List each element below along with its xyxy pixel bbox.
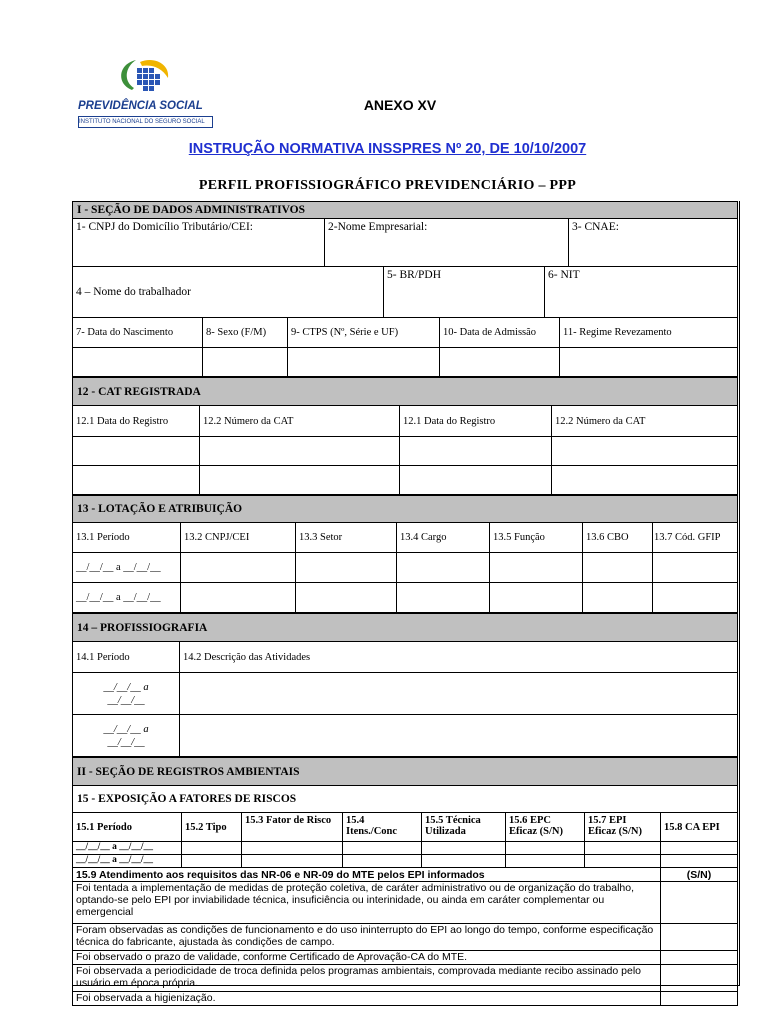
label-cat-numero-1: 12.2 Número da CAT [199, 406, 399, 437]
input-15-epi-1[interactable] [584, 842, 660, 855]
input-sn-5[interactable] [660, 992, 738, 1006]
period-end: __/__/__ [107, 737, 145, 748]
input-14-periodo-2[interactable] [72, 715, 179, 757]
label-13-periodo: 13.1 Período [72, 523, 180, 553]
input-data-admissao[interactable] [439, 348, 559, 377]
input-14-descricao-1[interactable] [179, 673, 738, 715]
label-13-funcao: 13.5 Função [489, 523, 582, 553]
section-admin-header: I - SEÇÃO DE DADOS ADMINISTRATIVOS [72, 201, 738, 219]
label-14-periodo: 14.1 Período [72, 642, 179, 673]
requirement-item-3: Foi observado o prazo de validade, conforme Certificado de Aprovação-CA do MTE. [72, 951, 660, 965]
label-cat-data-1: 12.1 Data do Registro [72, 406, 199, 437]
requirement-item-5: Foi observada a higienização. [72, 992, 660, 1006]
field-cnae[interactable]: 3- CNAE: [568, 219, 738, 267]
input-cat-data-2b[interactable] [399, 466, 551, 495]
input-13-funcao-2[interactable] [489, 583, 582, 613]
label-15-itens-conc: 15.4 Itens./Conc [342, 813, 421, 842]
input-15-epi-2[interactable] [584, 855, 660, 868]
anexo-title: ANEXO XV [363, 97, 437, 113]
period-start: __/__/__ a [103, 724, 149, 735]
logo-subtitle: INSTITUTO NACIONAL DO SEGURO SOCIAL [78, 116, 213, 128]
label-ctps: 9- CTPS (Nº, Série e UF) [287, 318, 439, 348]
label-cat-numero-2: 12.2 Número da CAT [551, 406, 738, 437]
input-cat-data-1b[interactable] [72, 466, 199, 495]
input-cat-data-2a[interactable] [399, 437, 551, 466]
requirement-item-1: Foi tentada a implementação de medidas de proteção coletiva, de caráter administrativo ou de organização do trabalho, optando-se pelo EPI por inviabilidade técnica, insuficiência ou interinidade, ou ainda em caráter complementar ou emergencial [72, 882, 660, 924]
label-13-gfip: 13.7 Cód. GFIP [652, 523, 738, 553]
label-data-admissao: 10- Data de Admissão [439, 318, 559, 348]
label-13-cnpj: 13.2 CNPJ/CEI [180, 523, 295, 553]
input-data-nascimento[interactable] [72, 348, 202, 377]
field-br-pdh[interactable]: 5- BR/PDH [383, 267, 544, 318]
input-cat-data-1a[interactable] [72, 437, 199, 466]
input-cat-numero-1b[interactable] [199, 466, 399, 495]
section-cat-header: 12 - CAT REGISTRADA [72, 377, 738, 406]
input-13-funcao-1[interactable] [489, 553, 582, 583]
input-13-gfip-1[interactable] [652, 553, 738, 583]
input-14-descricao-2[interactable] [179, 715, 738, 757]
label-15-9-title: 15.9 Atendimento aos requisitos das NR-06 e NR-09 do MTE pelos EPI informados [72, 868, 660, 882]
input-sn-3[interactable] [660, 951, 738, 965]
input-15-epc-1[interactable] [505, 842, 584, 855]
input-13-setor-1[interactable] [295, 553, 396, 583]
field-cnpj[interactable]: 1- CNPJ do Domicílio Tributário/CEI: [72, 219, 324, 267]
label-13-cbo: 13.6 CBO [582, 523, 652, 553]
section-ambientais-header: II - SEÇÃO DE REGISTROS AMBIENTAIS [72, 757, 738, 786]
input-15-itens-2[interactable] [342, 855, 421, 868]
input-cat-numero-1a[interactable] [199, 437, 399, 466]
section-profissiografia-header: 14 – PROFISSIOGRAFIA [72, 613, 738, 642]
input-regime-revezamento[interactable] [559, 348, 738, 377]
input-ctps[interactable] [287, 348, 439, 377]
field-nome-trabalhador[interactable]: 4 – Nome do trabalhador [72, 267, 383, 318]
input-15-epc-2[interactable] [505, 855, 584, 868]
period-end: __/__/__ [107, 695, 145, 706]
input-15-periodo-1[interactable]: __/__/__ a __/__/__ [72, 842, 181, 855]
previdencia-logo-icon [110, 54, 180, 100]
section-exposicao-header: 15 - EXPOSIÇÃO A FATORES DE RISCOS [72, 786, 738, 813]
input-13-cbo-2[interactable] [582, 583, 652, 613]
input-15-periodo-2[interactable]: __/__/__ a __/__/__ [72, 855, 181, 868]
input-sn-4[interactable] [660, 965, 738, 992]
input-15-fator-2[interactable] [241, 855, 342, 868]
label-regime-revezamento: 11- Regime Revezamento [559, 318, 738, 348]
input-13-setor-2[interactable] [295, 583, 396, 613]
input-15-fator-1[interactable] [241, 842, 342, 855]
input-14-periodo-1[interactable] [72, 673, 179, 715]
label-13-cargo: 13.4 Cargo [396, 523, 489, 553]
label-15-fator-risco: 15.3 Fator de Risco [241, 813, 342, 842]
label-15-periodo: 15.1 Período [72, 813, 181, 842]
requirement-item-2: Foram observadas as condições de funcionamento e do uso ininterrupto do EPI ao longo do tempo, conforme especificação técnica do fabricante, ajustada às condições de campo. [72, 924, 660, 951]
label-15-tipo: 15.2 Tipo [181, 813, 241, 842]
label-cat-data-2: 12.1 Data do Registro [399, 406, 551, 437]
logo-name: PREVIDÊNCIA SOCIAL [78, 100, 203, 112]
label-sexo: 8- Sexo (F/M) [202, 318, 287, 348]
input-cat-numero-2b[interactable] [551, 466, 738, 495]
input-13-periodo-2[interactable]: __/__/__ a __/__/__ [72, 583, 180, 613]
input-13-cargo-2[interactable] [396, 583, 489, 613]
section-lotacao-header: 13 - LOTAÇÃO E ATRIBUIÇÃO [72, 495, 738, 523]
input-sn-2[interactable] [660, 924, 738, 951]
input-13-cbo-1[interactable] [582, 553, 652, 583]
input-15-ca-2[interactable] [660, 855, 738, 868]
label-15-ca-epi: 15.8 CA EPI [660, 813, 738, 842]
previdencia-logo [78, 54, 212, 128]
label-15-epi: 15.7 EPI Eficaz (S/N) [584, 813, 660, 842]
input-15-ca-1[interactable] [660, 842, 738, 855]
input-13-cargo-1[interactable] [396, 553, 489, 583]
instrucao-link[interactable]: INSTRUÇÃO NORMATIVA INSSPRES Nº 20, DE 10/10/2007 [188, 141, 587, 157]
field-nome-empresarial[interactable]: 2-Nome Empresarial: [324, 219, 568, 267]
input-15-itens-1[interactable] [342, 842, 421, 855]
ppp-title: PERFIL PROFISSIOGRÁFICO PREVIDENCIÁRIO – PPP [198, 178, 577, 193]
label-14-descricao: 14.2 Descrição das Atividades [179, 642, 738, 673]
input-sexo[interactable] [202, 348, 287, 377]
label-13-setor: 13.3 Setor [295, 523, 396, 553]
label-15-tecnica: 15.5 Técnica Utilizada [421, 813, 505, 842]
period-start: __/__/__ a [103, 682, 149, 693]
input-13-cnpj-1[interactable] [180, 553, 295, 583]
input-15-tecnica-1[interactable] [421, 842, 505, 855]
input-15-tipo-2[interactable] [181, 855, 241, 868]
requirement-item-4: Foi observada a periodicidade de troca definida pelos programas ambientais, comprovada mediante recibo assinado pelo usuário em época própria. [72, 965, 660, 992]
input-15-tecnica-2[interactable] [421, 855, 505, 868]
input-13-periodo-1[interactable]: __/__/__ a __/__/__ [72, 553, 180, 583]
input-sn-1[interactable] [660, 882, 738, 924]
input-cat-numero-2a[interactable] [551, 437, 738, 466]
input-15-tipo-1[interactable] [181, 842, 241, 855]
input-13-cnpj-2[interactable] [180, 583, 295, 613]
label-15-9-sn: (S/N) [660, 868, 738, 882]
label-data-nascimento: 7- Data do Nascimento [72, 318, 202, 348]
field-nit[interactable]: 6- NIT [544, 267, 738, 318]
input-13-gfip-2[interactable] [652, 583, 738, 613]
label-15-epc: 15.6 EPC Eficaz (S/N) [505, 813, 584, 842]
